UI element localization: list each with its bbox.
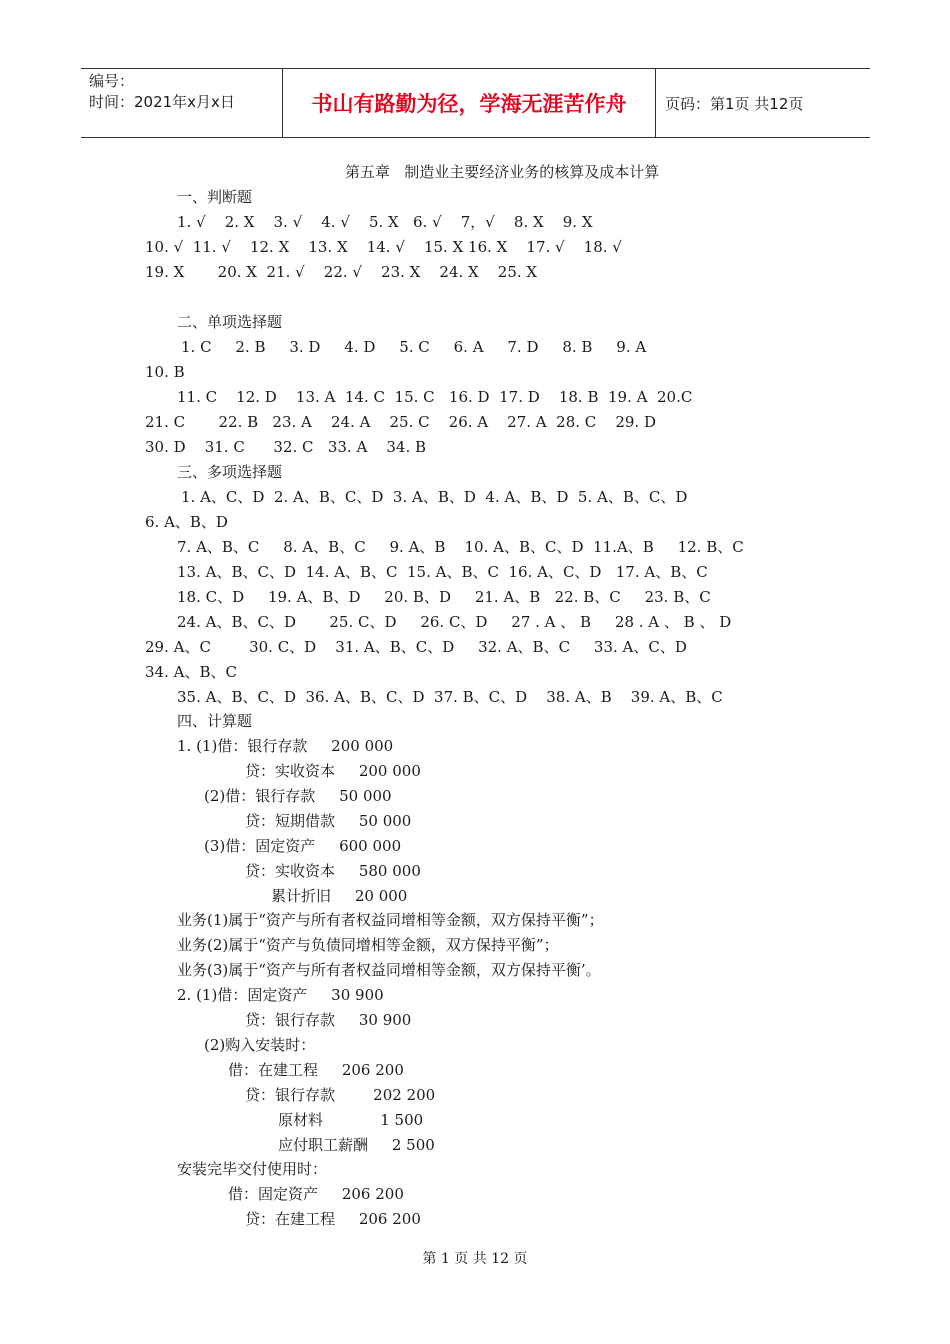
text-line: 2. (1)借：固定资产 30 900 xyxy=(177,986,384,1004)
time-label: 时间：2021年x月x日 xyxy=(89,93,235,111)
text-line: 1. √ 2. X 3. √ 4. √ 5. X 6. √ 7，√ 8. X 9. X xyxy=(177,213,593,231)
header-motto: 书山有路勤为径，学海无涯苦作舟 xyxy=(311,92,627,116)
text-line: 二、单项选择题 xyxy=(177,313,283,331)
text-line: 7. A、B、C 8. A、B、C 9. A、B 10. A、B、C、D 11.A、B 12. B、C xyxy=(177,538,744,556)
header-divider xyxy=(655,69,656,137)
text-line: 业务(3)属于“资产与所有者权益同增相等金额，双方保持平衡’。 xyxy=(177,961,601,979)
text-line: 1. C 2. B 3. D 4. D 5. C 6. A 7. D 8. B 9. A xyxy=(181,338,647,356)
document-header xyxy=(81,68,870,138)
code-label: 编号： xyxy=(89,72,135,90)
text-line: 6. A、B、D xyxy=(145,513,228,531)
text-line: 30. D 31. C 32. C 33. A 34. B xyxy=(145,438,427,456)
text-line: (3)借：固定资产 600 000 xyxy=(204,837,402,855)
text-line: 11. C 12. D 13. A 14. C 15. C 16. D 17. D 18. B 19. A 20.C xyxy=(177,388,693,406)
page-info: 页码：第1页 共12页 xyxy=(665,95,804,113)
text-line: 借：固定资产 206 200 xyxy=(228,1185,404,1203)
text-line: 一、判断题 xyxy=(177,188,253,206)
text-line: 应付职工薪酬 2 500 xyxy=(278,1136,435,1154)
text-line: 10. B xyxy=(145,363,185,381)
text-line: 借：在建工程 206 200 xyxy=(228,1061,404,1079)
text-line: 贷：实收资本 580 000 xyxy=(245,862,421,880)
text-line: 35. A、B、C、D 36. A、B、C、D 37. B、C、D 38. A、B 39. A、B、C xyxy=(177,688,723,706)
text-line: (2)借：银行存款 50 000 xyxy=(204,787,392,805)
text-line: 贷：短期借款 50 000 xyxy=(245,812,412,830)
text-line: 13. A、B、C、D 14. A、B、C 15. A、B、C 16. A、C、D 17. A、B、C xyxy=(177,563,708,581)
text-line: 贷：实收资本 200 000 xyxy=(245,762,421,780)
text-line: 贷：在建工程 206 200 xyxy=(245,1210,421,1228)
text-line: 29. A、C 30. C、D 31. A、B、C、D 32. A、B、C 33. A、C、D xyxy=(145,638,687,656)
text-line: 安装完毕交付使用时： xyxy=(177,1160,328,1178)
text-line: 10. √ 11. √ 12. X 13. X 14. √ 15. X 16. X 17. √ 18. √ xyxy=(145,238,622,256)
text-line: 34. A、B、C xyxy=(145,663,237,681)
text-line: 1. A、C、D 2. A、B、C、D 3. A、B、D 4. A、B、D 5. A、B、C、D xyxy=(181,488,688,506)
page-footer: 第 1 页 共 12 页 xyxy=(422,1251,528,1267)
text-line: (2)购入安装时： xyxy=(204,1036,316,1054)
text-line: 四、计算题 xyxy=(177,712,253,730)
text-line: 24. A、B、C、D 25. C、D 26. C、D 27 . A 、 B 28 . A 、 B 、 D xyxy=(177,613,732,631)
text-line: 业务(2)属于“资产与负债同增相等金额，双方保持平衡”； xyxy=(177,936,559,954)
header-meta xyxy=(89,71,235,113)
text-line: 18. C、D 19. A、B、D 20. B、D 21. A、B 22. B、C 23. B、C xyxy=(177,588,711,606)
text-line: 业务(1)属于“资产与所有者权益同增相等金额，双方保持平衡”； xyxy=(177,911,604,929)
text-line: 21. C 22. B 23. A 24. A 25. C 26. A 27. A 28. C 29. D xyxy=(145,413,656,431)
text-line: 累计折旧 20 000 xyxy=(271,887,408,905)
text-line: 三、多项选择题 xyxy=(177,463,283,481)
text-line: 19. X 20. X 21. √ 22. √ 23. X 24. X 25. X xyxy=(145,263,538,281)
chapter-title: 第五章 制造业主要经济业务的核算及成本计算 xyxy=(345,163,660,181)
text-line: 1. (1)借：银行存款 200 000 xyxy=(177,737,394,755)
text-line: 贷：银行存款 202 200 xyxy=(245,1086,436,1104)
text-line: 原材料 1 500 xyxy=(278,1111,424,1129)
text-line: 贷：银行存款 30 900 xyxy=(245,1011,412,1029)
